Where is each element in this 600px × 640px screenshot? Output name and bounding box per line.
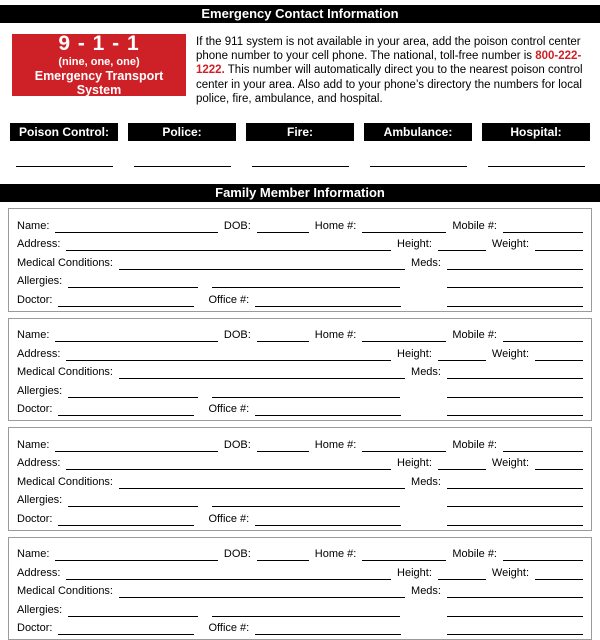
dob-label: DOB: [223,219,251,232]
allergies-row [17,379,583,398]
home-number-label: Home #: [314,329,357,342]
emergency-numbers-lines-row [10,141,590,167]
weight-fill-line[interactable] [535,574,583,580]
home-number-fill-line[interactable] [362,336,446,342]
doctor-row [17,617,583,636]
allergies-fill-line[interactable] [68,611,198,617]
doctor-fill-line[interactable] [58,301,194,307]
meds-fill-line[interactable] [447,483,583,489]
mobile-number-label: Mobile #: [452,438,497,451]
address-label: Address: [17,347,61,360]
address-label: Address: [17,457,61,470]
allergies-row [17,489,583,508]
meds-continuation-line-2[interactable] [447,629,583,635]
office-number-label: Office #: [208,512,250,525]
allergies-label: Allergies: [17,603,63,616]
hospital-label: Hospital: [482,123,590,141]
meds-label: Meds: [411,475,441,488]
poison-control-instructions [196,34,590,106]
doctor-label: Doctor: [17,512,53,525]
emergency-contact-form [0,5,600,640]
meds-label: Meds: [411,366,441,379]
meds-fill-line[interactable] [447,373,583,379]
name-label: Name: [17,219,50,232]
family-member-block [8,318,592,422]
dob-fill-line[interactable] [257,555,309,561]
mobile-number-fill-line[interactable] [503,336,583,342]
medical-conditions-label: Medical Conditions: [17,366,113,379]
mobile-number-label: Mobile #: [452,329,497,342]
ambulance-label: Ambulance: [364,123,472,141]
allergies-continuation-line[interactable] [212,392,400,398]
weight-fill-line[interactable] [535,355,583,361]
doctor-label: Doctor: [17,293,53,306]
instructions-text-after: This number will automatically direct you to the nearest poison control center in your area. Also add to your phone’s directory the numbers for local police, fire, ambulance, and hospital. [196,64,583,105]
height-label: Height: [397,566,432,579]
allergies-fill-line[interactable] [68,501,198,507]
allergies-row [17,598,583,617]
name-row [17,324,583,343]
mobile-number-fill-line[interactable] [503,446,583,452]
allergies-fill-line[interactable] [68,282,198,288]
name-fill-line[interactable] [55,446,217,452]
name-row [17,433,583,452]
name-fill-line[interactable] [55,227,217,233]
allergies-label: Allergies: [17,494,63,507]
meds-continuation-line[interactable] [447,611,583,617]
medical-conditions-label: Medical Conditions: [17,256,113,269]
dob-label: DOB: [223,329,251,342]
height-fill-line[interactable] [438,464,486,470]
office-number-fill-line[interactable] [255,301,401,307]
nine-one-one-box [12,34,186,96]
doctor-fill-line[interactable] [58,520,194,526]
dob-label: DOB: [223,548,251,561]
name-fill-line[interactable] [55,336,217,342]
dob-fill-line[interactable] [257,227,309,233]
family-member-block [8,208,592,312]
police-label: Police: [128,123,236,141]
address-row [17,561,583,580]
meds-continuation-line[interactable] [447,501,583,507]
emergency-section-header [0,5,600,23]
family-member-block [8,537,592,640]
medical-conditions-row [17,251,583,270]
office-number-fill-line[interactable] [255,410,401,416]
family-member-blocks [0,208,600,640]
office-number-fill-line[interactable] [255,520,401,526]
emergency-transport-subtitle: Emergency Transport System [34,69,164,97]
poison-control-fill-line[interactable] [16,141,113,167]
meds-continuation-line-2[interactable] [447,301,583,307]
mobile-number-label: Mobile #: [452,219,497,232]
doctor-label: Doctor: [17,403,53,416]
ambulance-fill-line[interactable] [370,141,467,167]
home-number-fill-line[interactable] [362,446,446,452]
address-row [17,233,583,252]
doctor-fill-line[interactable] [58,629,194,635]
medical-conditions-label: Medical Conditions: [17,585,113,598]
doctor-row [17,507,583,526]
height-fill-line[interactable] [438,355,486,361]
doctor-row [17,288,583,307]
home-number-label: Home #: [314,438,357,451]
address-label: Address: [17,238,61,251]
name-row [17,543,583,562]
family-member-block [8,427,592,531]
intro-row [12,34,590,106]
medical-conditions-row [17,580,583,599]
name-label: Name: [17,329,50,342]
height-label: Height: [397,457,432,470]
address-fill-line[interactable] [66,245,391,251]
mobile-number-fill-line[interactable] [503,555,583,561]
address-label: Address: [17,566,61,579]
office-number-fill-line[interactable] [255,629,401,635]
dob-fill-line[interactable] [257,336,309,342]
home-number-fill-line[interactable] [362,555,446,561]
allergies-continuation-line[interactable] [212,501,400,507]
medical-conditions-fill-line[interactable] [119,373,405,379]
doctor-row [17,398,583,417]
medical-conditions-fill-line[interactable] [119,592,405,598]
address-fill-line[interactable] [66,464,391,470]
emergency-section-title: Emergency Contact Information [201,6,399,21]
office-number-label: Office #: [208,293,250,306]
weight-label: Weight: [491,566,529,579]
meds-continuation-line[interactable] [447,282,583,288]
medical-conditions-label: Medical Conditions: [17,475,113,488]
fire-label: Fire: [246,123,354,141]
family-section-header [0,184,600,202]
family-section-title: Family Member Information [215,185,385,201]
allergies-continuation-line[interactable] [212,611,400,617]
address-fill-line[interactable] [66,355,391,361]
allergies-label: Allergies: [17,384,63,397]
name-fill-line[interactable] [55,555,217,561]
mobile-number-label: Mobile #: [452,548,497,561]
emergency-numbers-labels-row [10,123,590,141]
height-label: Height: [397,347,432,360]
weight-label: Weight: [491,238,529,251]
fire-fill-line[interactable] [252,141,349,167]
height-fill-line[interactable] [438,574,486,580]
meds-continuation-line-2[interactable] [447,520,583,526]
home-number-fill-line[interactable] [362,227,446,233]
dob-label: DOB: [223,438,251,451]
doctor-label: Doctor: [17,622,53,635]
meds-continuation-line[interactable] [447,392,583,398]
weight-label: Weight: [491,347,529,360]
police-fill-line[interactable] [134,141,231,167]
office-number-label: Office #: [208,403,250,416]
home-number-label: Home #: [314,219,357,232]
office-number-label: Office #: [208,622,250,635]
meds-label: Meds: [411,585,441,598]
allergies-fill-line[interactable] [68,392,198,398]
allergies-row [17,270,583,289]
dob-fill-line[interactable] [257,446,309,452]
medical-conditions-fill-line[interactable] [119,483,405,489]
meds-fill-line[interactable] [447,264,583,270]
allergies-continuation-line[interactable] [212,282,400,288]
weight-fill-line[interactable] [535,245,583,251]
address-row [17,452,583,471]
doctor-fill-line[interactable] [58,410,194,416]
poison-control-label: Poison Control: [10,123,118,141]
name-row [17,214,583,233]
meds-continuation-line-2[interactable] [447,410,583,416]
name-label: Name: [17,438,50,451]
name-label: Name: [17,548,50,561]
mobile-number-fill-line[interactable] [503,227,583,233]
hospital-fill-line[interactable] [488,141,585,167]
address-row [17,342,583,361]
meds-label: Meds: [411,256,441,269]
address-fill-line[interactable] [66,574,391,580]
nine-one-one-words: (nine, one, one) [58,56,140,68]
medical-conditions-row [17,470,583,489]
medical-conditions-row [17,361,583,380]
medical-conditions-fill-line[interactable] [119,264,405,270]
weight-label: Weight: [491,457,529,470]
weight-fill-line[interactable] [535,464,583,470]
meds-fill-line[interactable] [447,592,583,598]
height-fill-line[interactable] [438,245,486,251]
instructions-text-before: If the 911 system is not available in your area, add the poison control center phone number to your cell phone. The national, toll-free number is [196,36,581,63]
height-label: Height: [397,238,432,251]
allergies-label: Allergies: [17,275,63,288]
home-number-label: Home #: [314,548,357,561]
poison-control-phone-number: 800-222-1222. [196,50,582,77]
nine-one-one-number: 9 - 1 - 1 [58,32,140,55]
